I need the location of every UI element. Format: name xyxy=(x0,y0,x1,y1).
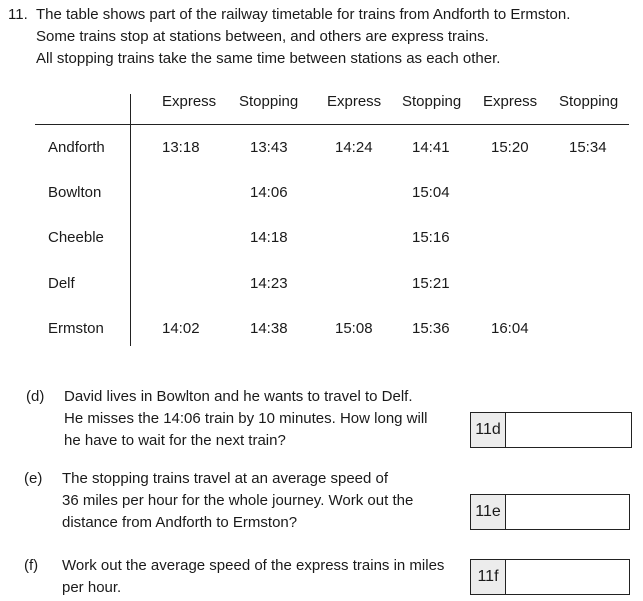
column-header: Express xyxy=(327,93,382,110)
part-label: (f) xyxy=(24,557,39,574)
time-cell: 15:21 xyxy=(412,275,450,292)
station-name: Cheeble xyxy=(48,229,104,246)
column-header: Stopping xyxy=(559,93,619,110)
time-cell: 14:02 xyxy=(162,320,200,337)
station-name: Delf xyxy=(48,275,75,292)
time-cell: 15:34 xyxy=(569,139,607,156)
answer-box-11d[interactable] xyxy=(470,412,632,448)
time-cell: 14:23 xyxy=(250,275,288,292)
station-name: Andforth xyxy=(48,139,105,156)
column-header: Stopping xyxy=(402,93,462,110)
time-cell: 15:08 xyxy=(335,320,373,337)
column-header: Express xyxy=(162,93,217,110)
question-line-3: All stopping trains take the same time between stations as each other. xyxy=(36,50,501,67)
part-text xyxy=(62,555,462,599)
part-text-line: David lives in Bowlton and he wants to travel to Delf. xyxy=(64,388,413,405)
column-header: Express xyxy=(483,93,538,110)
part-text-line: per hour. xyxy=(62,579,122,596)
time-cell: 15:16 xyxy=(412,229,450,246)
time-cell: 15:04 xyxy=(412,184,450,201)
answer-box-label: 11f xyxy=(471,560,506,594)
time-cell: 15:36 xyxy=(412,320,450,337)
answer-box-11f[interactable] xyxy=(470,559,630,595)
time-cell: 14:06 xyxy=(250,184,288,201)
time-cell: 13:18 xyxy=(162,139,200,156)
part-label: (d) xyxy=(26,388,45,405)
answer-box-label: 11d xyxy=(471,413,506,447)
column-header: Stopping xyxy=(239,93,299,110)
station-name: Ermston xyxy=(48,320,104,337)
question-line-1: The table shows part of the railway timetable for trains from Andforth to Ermston. xyxy=(36,6,571,23)
time-cell: 14:24 xyxy=(335,139,373,156)
part-text-line: The stopping trains travel at an average speed of xyxy=(62,470,389,487)
table-vertical-rule xyxy=(130,94,131,346)
part-text-line: 36 miles per hour for the whole journey. Work out the xyxy=(62,492,414,509)
part-text xyxy=(62,468,462,534)
time-cell: 14:38 xyxy=(250,320,288,337)
time-cell: 13:43 xyxy=(250,139,288,156)
time-cell: 14:41 xyxy=(412,139,450,156)
station-name: Bowlton xyxy=(48,184,102,201)
part-text-line: he have to wait for the next train? xyxy=(64,432,286,449)
part-text-line: distance from Andforth to Ermston? xyxy=(62,514,298,531)
time-cell: 15:20 xyxy=(491,139,529,156)
question-line-2: Some trains stop at stations between, and others are express trains. xyxy=(36,28,489,45)
part-text xyxy=(64,386,464,452)
question-number: 11. xyxy=(8,6,28,23)
time-cell: 16:04 xyxy=(491,320,529,337)
answer-box-label: 11e xyxy=(471,495,506,529)
part-label: (e) xyxy=(24,470,43,487)
answer-box-11e[interactable] xyxy=(470,494,630,530)
table-horizontal-rule xyxy=(35,124,629,125)
time-cell: 14:18 xyxy=(250,229,288,246)
part-text-line: Work out the average speed of the express trains in miles xyxy=(62,557,445,574)
part-text-line: He misses the 14:06 train by 10 minutes. How long will xyxy=(64,410,428,427)
